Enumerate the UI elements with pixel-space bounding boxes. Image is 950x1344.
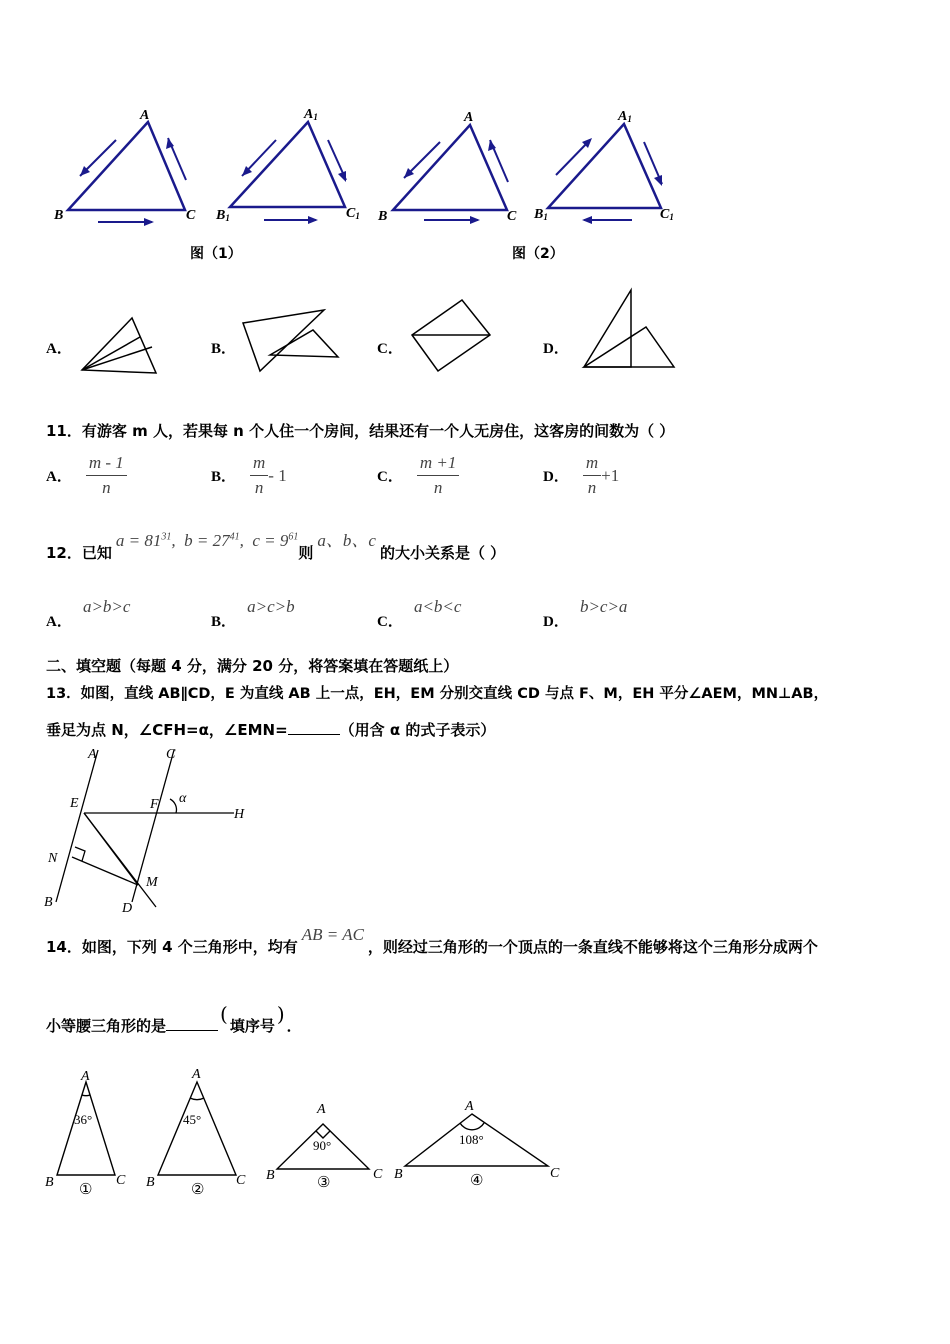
label-a: A xyxy=(317,1102,326,1117)
option-c-figure xyxy=(412,300,490,371)
option-a-label: A． xyxy=(46,341,72,357)
option-d-figure xyxy=(584,290,674,367)
triangle-abc-2 xyxy=(377,110,517,224)
label-a: A xyxy=(464,110,474,125)
label-b: B xyxy=(266,1168,275,1183)
angle-label: 45° xyxy=(183,1112,202,1127)
figure-number: ② xyxy=(191,1182,205,1198)
label-b1: B1 xyxy=(216,208,230,223)
angle-label: 90° xyxy=(313,1138,332,1153)
section-heading: 二、填空题（每题 4 分，满分 20 分，将答案填在答题纸上） xyxy=(46,657,459,675)
q11-stem: 11．有游客 m 人，若果每 n 个人住一个房间，结果还有一个人无房住，这客房的间数为（ ） xyxy=(46,422,675,440)
option-a-figure xyxy=(82,318,156,373)
label-b: B xyxy=(45,1175,54,1190)
option-b-label: B． xyxy=(211,341,237,357)
label-c: C xyxy=(236,1173,246,1188)
q11-option-b: B． $\frac{m}{n}$ - 1 xyxy=(211,453,287,497)
label-b: B xyxy=(394,1167,403,1182)
label-b: B xyxy=(44,895,53,910)
figure-caption-1: 图（1） xyxy=(190,246,242,262)
answer-blank xyxy=(288,722,340,735)
q12-option-b: B． a>c>b xyxy=(211,597,295,630)
label-c1: C1 xyxy=(660,207,674,222)
answer-blank xyxy=(166,1018,218,1031)
label-c: C xyxy=(550,1166,560,1181)
label-a: A xyxy=(192,1067,201,1082)
q14-line2: 小等腰三角形的是 ( 填序号 ) ． xyxy=(46,1002,302,1035)
label-alpha: α xyxy=(179,791,187,806)
q11-option-d: D． $\frac{m}{n}$ +1 xyxy=(543,453,620,497)
figure-caption-2: 图（2） xyxy=(512,246,564,262)
angle-label: 36° xyxy=(74,1112,93,1127)
label-f: F xyxy=(150,797,159,812)
figure-number: ③ xyxy=(317,1175,331,1191)
label-c: C xyxy=(186,208,196,223)
q11-option-c: C． $\frac{m +1}{n}$ xyxy=(377,453,459,498)
label-a: A xyxy=(81,1069,90,1084)
option-d-label: D． xyxy=(543,341,569,357)
triangle-abc-1 xyxy=(53,108,196,226)
angle-label: 108° xyxy=(459,1132,484,1147)
label-a: A xyxy=(88,747,97,762)
label-n: N xyxy=(48,851,58,866)
label-h: H xyxy=(234,807,245,822)
label-m: M xyxy=(146,875,158,890)
option-b-figure xyxy=(243,310,338,371)
q10-option-figures xyxy=(70,285,690,380)
label-a1: A1 xyxy=(618,109,632,124)
label-b1: B1 xyxy=(534,207,548,222)
triangle-a1b1c1-1 xyxy=(215,107,360,224)
q13-line2: 垂足为点 N，∠CFH=α，∠EMN= （用含 α 的式子表示） xyxy=(46,721,496,739)
label-c: C xyxy=(166,747,176,762)
label-b: B xyxy=(378,209,388,224)
label-e: E xyxy=(70,796,79,811)
q12-stem: 12．已知 $a = 81^{31}$, $b = 27^{41}$, $c = 9^{61}$ 则 a、b、c 的大小关系是（ ） xyxy=(46,531,506,562)
q13-line1: 13．如图，直线 AB∥CD，E 为直线 AB 上一点，EH，EM 分别交直线 CD 与点 F、M，EH 平分∠AEM，MN⊥AB， xyxy=(46,686,829,702)
rotation-figures xyxy=(40,100,700,230)
label-c: C xyxy=(116,1173,126,1188)
q12-option-d: D． b>c>a xyxy=(543,597,628,630)
label-c: C xyxy=(507,209,517,224)
q12-option-a: A． a>b>c xyxy=(46,597,131,630)
label-a: A xyxy=(140,108,150,123)
q12-option-c: C． a<b<c xyxy=(377,597,462,630)
label-b: B xyxy=(54,208,64,223)
label-c: C xyxy=(373,1167,383,1182)
label-b: B xyxy=(146,1175,155,1190)
q13-figure xyxy=(40,742,270,917)
triangle-a1b1c1-2 xyxy=(533,109,674,224)
figure-number: ① xyxy=(79,1182,93,1198)
q14-figures xyxy=(40,1062,580,1202)
label-a: A xyxy=(465,1099,474,1114)
q11-option-a: A． $\frac{m - 1}{n}$ xyxy=(46,453,127,498)
label-d: D xyxy=(122,901,133,916)
option-c-label: C． xyxy=(377,341,403,357)
label-a1: A1 xyxy=(304,107,318,122)
label-c1: C1 xyxy=(346,206,360,221)
figure-number: ④ xyxy=(470,1173,484,1189)
q14-line1: 14．如图，下列 4 个三角形中，均有 AB = AC ，则经过三角形的一个顶点的一条直线不能够将这个三角形分成两个 xyxy=(46,925,818,956)
